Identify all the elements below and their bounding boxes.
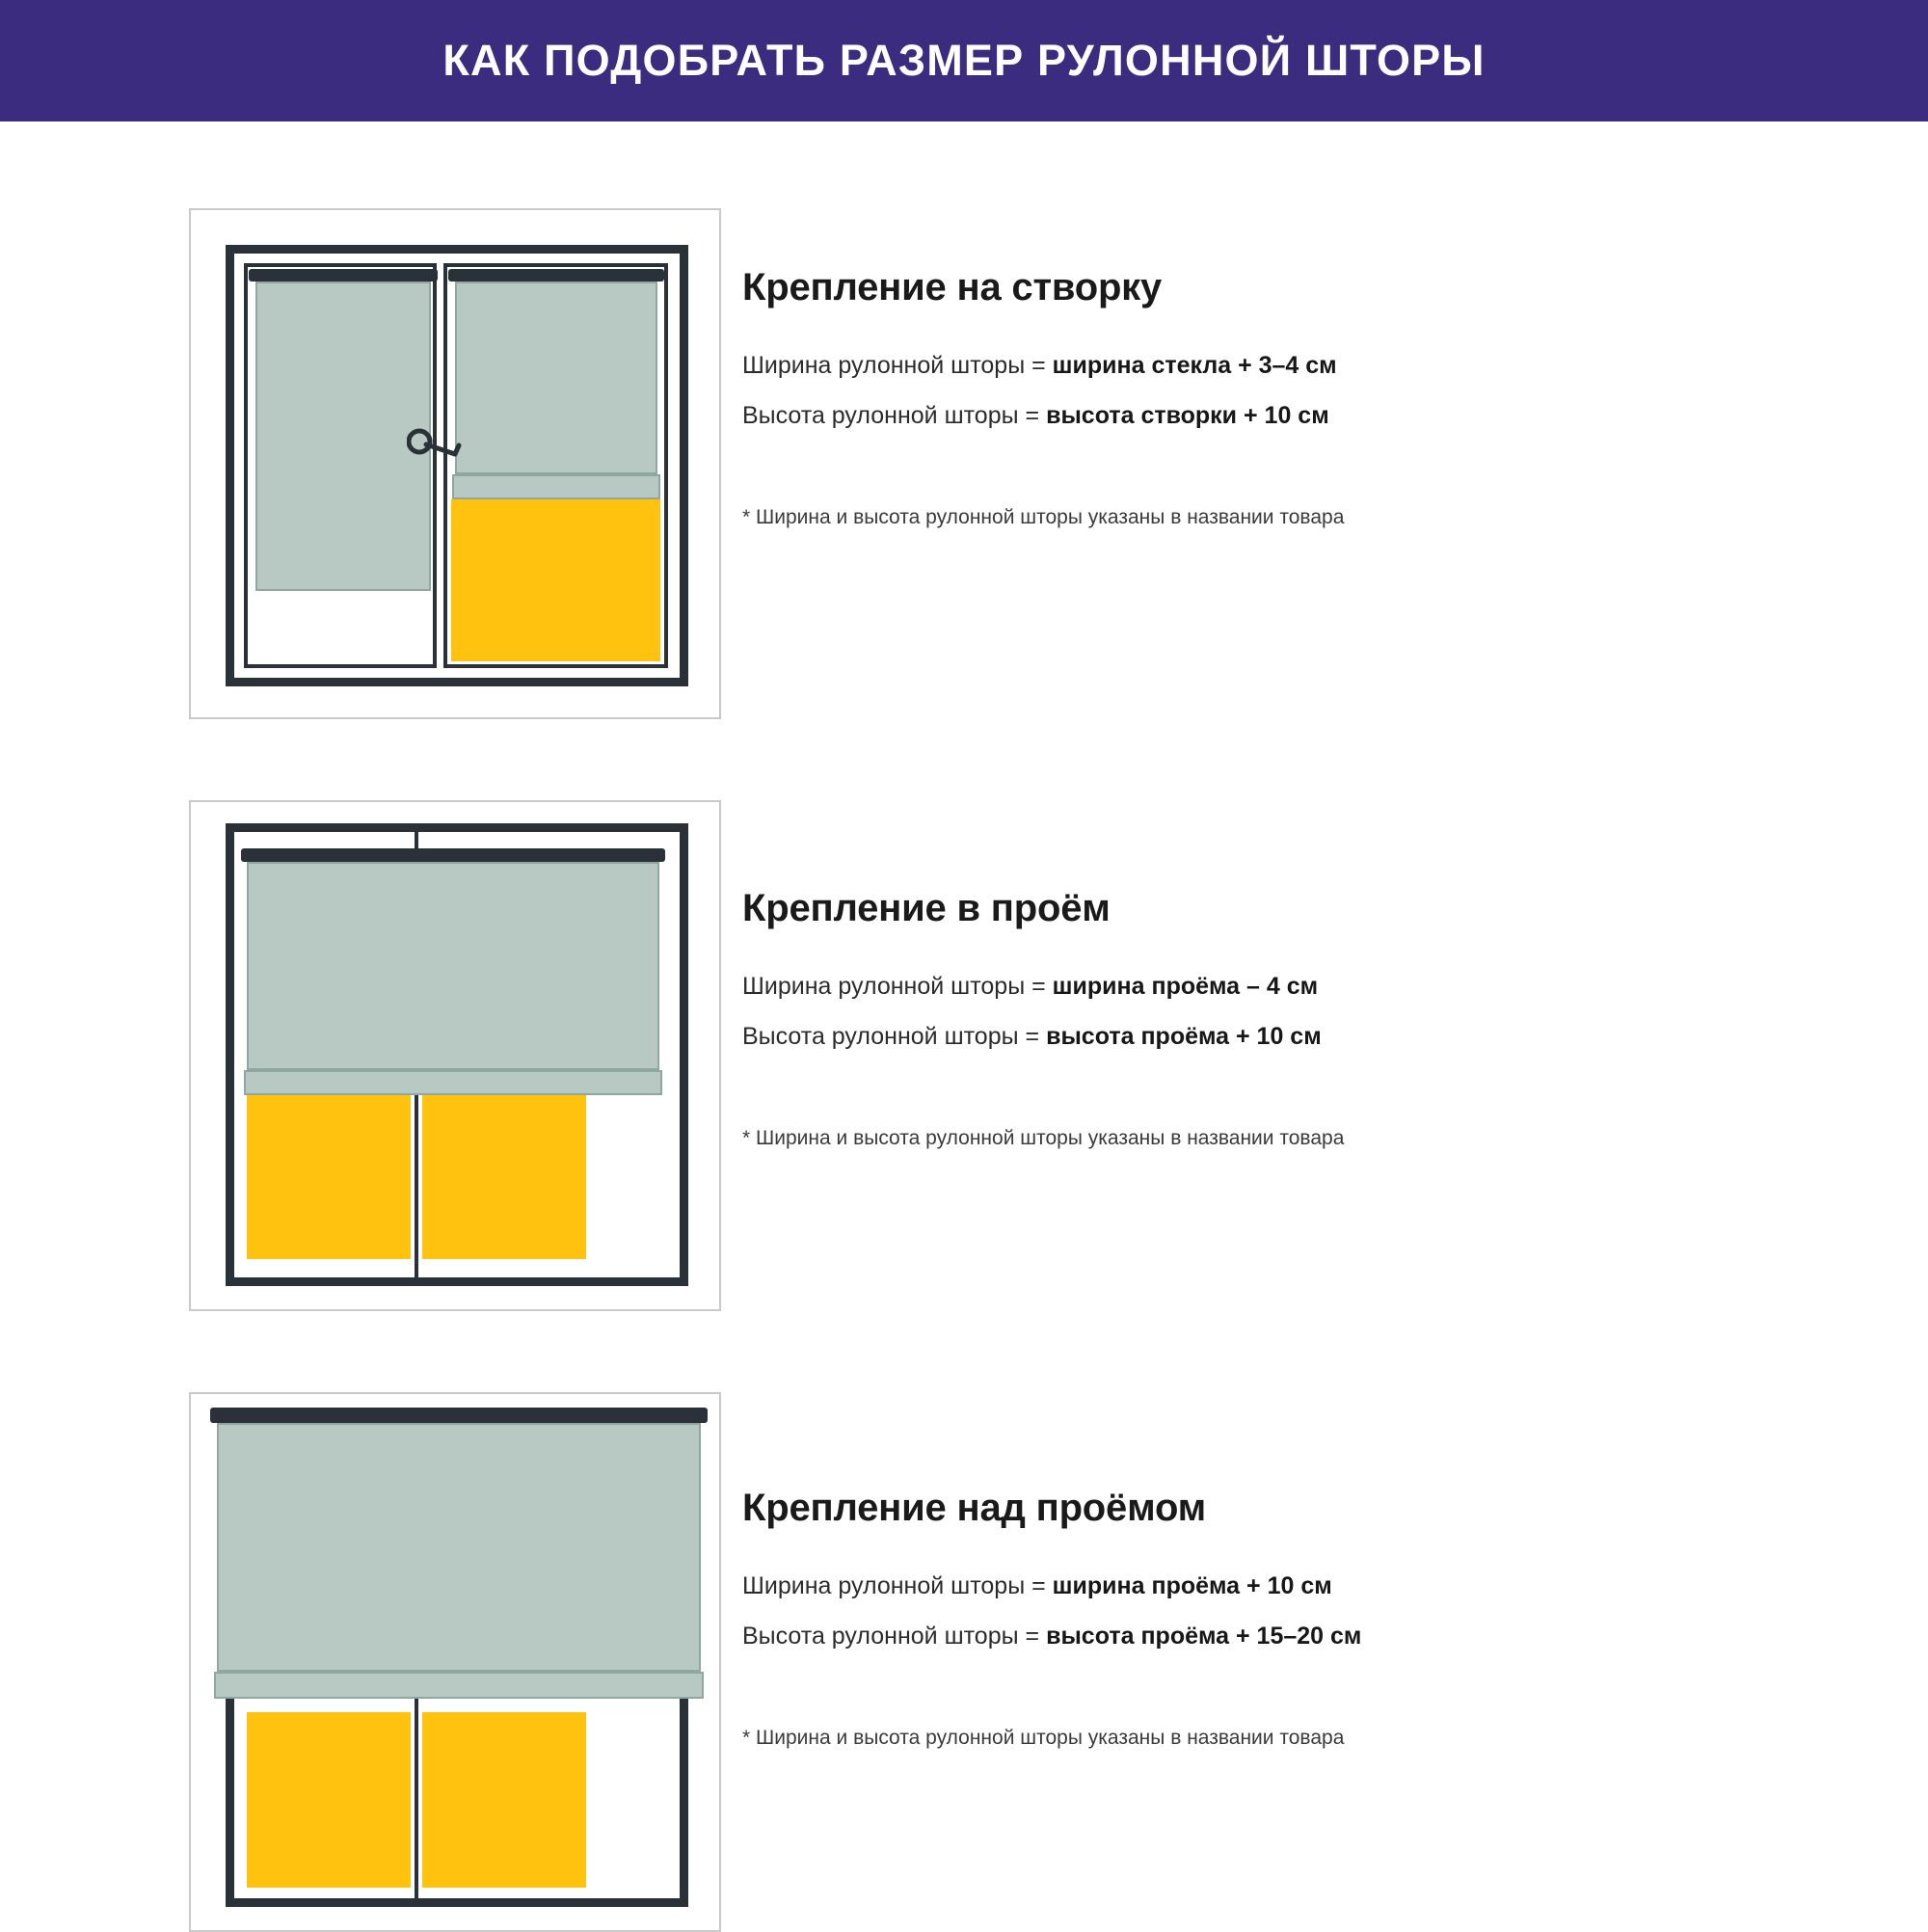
figure-column (0, 208, 733, 719)
formula-height-value: высота проёма + 15–20 см (1046, 1623, 1362, 1650)
section-heading: Крепление в проём (742, 887, 1111, 929)
window-diagram-above-mount (189, 1392, 721, 1932)
formula-height (742, 398, 1928, 433)
section-heading: Крепление на створку (742, 266, 1163, 309)
formula-height-label: Высота рулонной шторы = (742, 402, 1047, 430)
formula-width-label: Ширина рулонной шторы = (742, 973, 1053, 1000)
formula-width (742, 1569, 1928, 1603)
section-note: * Ширина и высота рулонной шторы указаны в названии товара (742, 1126, 1345, 1149)
blind-fabric-right (455, 282, 657, 474)
text-column-sash-mount (733, 208, 1928, 551)
formula-width-label: Ширина рулонной шторы = (742, 1572, 1053, 1599)
text-column-inside-mount (733, 800, 1928, 1172)
section-note: * Ширина и высота рулонной шторы указаны в названии товара (742, 1726, 1345, 1749)
formula-width-label: Ширина рулонной шторы = (742, 352, 1053, 379)
figure-column (0, 800, 733, 1311)
blind-bottom-bar-right (452, 474, 660, 499)
page-title: КАК ПОДОБРАТЬ РАЗМЕР РУЛОННОЙ ШТОРЫ (442, 36, 1486, 85)
section-sash-mount (0, 121, 1928, 719)
formula-width-value: ширина проёма – 4 см (1052, 973, 1319, 1000)
sections-container (0, 121, 1928, 1932)
blind-rail-right (448, 269, 664, 282)
formula-height-value: высота створки + 10 см (1046, 402, 1329, 430)
formula-width (742, 348, 1928, 383)
section-heading: Крепление над проёмом (742, 1487, 1207, 1529)
section-above-mount (0, 1311, 1928, 1932)
blind-rail (210, 1408, 708, 1423)
formula-height-value: высота проёма + 10 см (1046, 1023, 1322, 1051)
section-note: * Ширина и высота рулонной шторы указаны в названии товара (742, 505, 1345, 528)
window-glass-right (451, 499, 660, 661)
blind-bottom-bar (244, 1070, 662, 1095)
blind-rail (241, 848, 665, 862)
formula-width-value: ширина проёма + 10 см (1052, 1572, 1332, 1599)
formula-width-value: ширина стекла + 3–4 см (1052, 352, 1337, 379)
figure-column (0, 1392, 733, 1932)
blind-bottom-bar (214, 1672, 704, 1699)
window-glass-left (247, 1712, 411, 1888)
formula-height (742, 1019, 1928, 1054)
formula-height-label: Высота рулонной шторы = (742, 1623, 1047, 1650)
page-header (0, 0, 1928, 121)
window-glass-left (247, 1084, 411, 1259)
blind-rail-left (249, 269, 438, 282)
window-glass-right (422, 1084, 586, 1259)
formula-height-label: Высота рулонной шторы = (742, 1023, 1047, 1051)
text-column-above-mount (733, 1392, 1928, 1772)
window-diagram-inside-mount (189, 800, 721, 1311)
formula-height (742, 1619, 1928, 1653)
blind-fabric-left (255, 282, 431, 591)
blind-fabric (247, 862, 659, 1070)
window-handle-icon (407, 424, 465, 463)
blind-fabric (217, 1423, 701, 1672)
section-inside-mount (0, 719, 1928, 1311)
formula-width (742, 969, 1928, 1004)
window-glass-right (422, 1712, 586, 1888)
window-diagram-sash-mount (189, 208, 721, 719)
